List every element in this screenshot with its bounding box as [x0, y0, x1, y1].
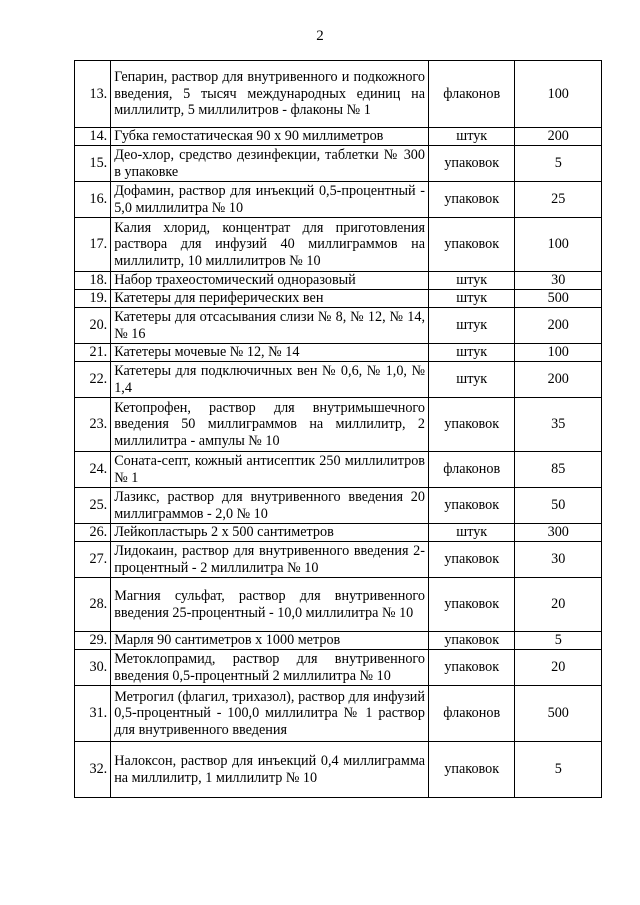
table-row [75, 686, 602, 742]
items-table [74, 60, 602, 798]
table-row [75, 146, 602, 182]
item-name: Катетеры мочевые № 12, № 14 [111, 344, 429, 362]
item-quantity: 500 [515, 290, 602, 308]
row-number: 16. [75, 182, 111, 218]
row-number: 13. [75, 61, 111, 128]
row-number: 31. [75, 686, 111, 742]
item-name: Део-хлор, средство дезинфекции, таблетки № 300 в упаковке [111, 146, 429, 182]
item-name: Марля 90 сантиметров х 1000 метров [111, 632, 429, 650]
item-quantity: 30 [515, 272, 602, 290]
row-number: 19. [75, 290, 111, 308]
item-quantity: 20 [515, 578, 602, 632]
table-row [75, 452, 602, 488]
item-quantity: 200 [515, 308, 602, 344]
item-quantity: 5 [515, 632, 602, 650]
table-row [75, 272, 602, 290]
item-unit: упаковок [429, 542, 515, 578]
item-quantity: 100 [515, 218, 602, 272]
item-unit: штук [429, 290, 515, 308]
table-row [75, 578, 602, 632]
item-name: Лазикс, раствор для внутривенного введения 20 миллиграммов - 2,0 № 10 [111, 488, 429, 524]
item-name: Метоклопрамид, раствор для внутривенного введения 0,5-процентный 2 миллилитра № 10 [111, 650, 429, 686]
row-number: 29. [75, 632, 111, 650]
item-quantity: 100 [515, 344, 602, 362]
item-unit: штук [429, 128, 515, 146]
item-quantity: 50 [515, 488, 602, 524]
item-unit: флаконов [429, 61, 515, 128]
item-name: Соната-септ, кожный антисептик 250 миллилитров № 1 [111, 452, 429, 488]
item-name: Лейкопластырь 2 х 500 сантиметров [111, 524, 429, 542]
table-row [75, 218, 602, 272]
table-row [75, 650, 602, 686]
item-name: Гепарин, раствор для внутривенного и подкожного введения, 5 тысяч международных единиц на миллилитр, 5 миллилитров - флаконы № 1 [111, 61, 429, 128]
table-row [75, 742, 602, 798]
item-name: Набор трахеостомический одноразовый [111, 272, 429, 290]
item-quantity: 200 [515, 362, 602, 398]
item-unit: штук [429, 524, 515, 542]
item-quantity: 100 [515, 61, 602, 128]
item-unit: флаконов [429, 686, 515, 742]
row-number: 18. [75, 272, 111, 290]
item-unit: штук [429, 362, 515, 398]
page-number: 2 [316, 28, 324, 44]
item-unit: упаковок [429, 632, 515, 650]
table-row [75, 128, 602, 146]
item-unit: штук [429, 272, 515, 290]
table-row [75, 362, 602, 398]
item-name: Магния сульфат, раствор для внутривенного введения 25-процентный - 10,0 миллилитра № 10 [111, 578, 429, 632]
row-number: 20. [75, 308, 111, 344]
item-unit: флаконов [429, 452, 515, 488]
item-name: Катетеры для отсасывания слизи № 8, № 12, № 14, № 16 [111, 308, 429, 344]
table-row [75, 344, 602, 362]
item-name: Губка гемостатическая 90 х 90 миллиметров [111, 128, 429, 146]
item-quantity: 300 [515, 524, 602, 542]
item-quantity: 5 [515, 742, 602, 798]
item-unit: упаковок [429, 488, 515, 524]
row-number: 28. [75, 578, 111, 632]
row-number: 15. [75, 146, 111, 182]
item-name: Катетеры для периферических вен [111, 290, 429, 308]
item-unit: упаковок [429, 398, 515, 452]
row-number: 22. [75, 362, 111, 398]
table-row [75, 182, 602, 218]
item-quantity: 85 [515, 452, 602, 488]
row-number: 25. [75, 488, 111, 524]
item-unit: упаковок [429, 146, 515, 182]
item-quantity: 35 [515, 398, 602, 452]
item-unit: упаковок [429, 182, 515, 218]
item-unit: упаковок [429, 578, 515, 632]
row-number: 24. [75, 452, 111, 488]
row-number: 32. [75, 742, 111, 798]
item-unit: упаковок [429, 218, 515, 272]
item-name: Лидокаин, раствор для внутривенного введения 2-процентный - 2 миллилитра № 10 [111, 542, 429, 578]
item-quantity: 5 [515, 146, 602, 182]
table-row [75, 61, 602, 128]
item-quantity: 500 [515, 686, 602, 742]
item-name: Кетопрофен, раствор для внутримышечного введения 50 миллиграммов на миллилитр, 2 миллилитра - ампулы № 10 [111, 398, 429, 452]
item-unit: штук [429, 344, 515, 362]
table-row [75, 524, 602, 542]
item-name: Дофамин, раствор для инъекций 0,5-процентный - 5,0 миллилитра № 10 [111, 182, 429, 218]
item-quantity: 20 [515, 650, 602, 686]
item-unit: упаковок [429, 650, 515, 686]
table-row [75, 542, 602, 578]
row-number: 21. [75, 344, 111, 362]
row-number: 17. [75, 218, 111, 272]
item-quantity: 25 [515, 182, 602, 218]
table-row [75, 488, 602, 524]
item-quantity: 30 [515, 542, 602, 578]
item-name: Налоксон, раствор для инъекций 0,4 миллиграмма на миллилитр, 1 миллилитр № 10 [111, 742, 429, 798]
row-number: 30. [75, 650, 111, 686]
item-quantity: 200 [515, 128, 602, 146]
table-row [75, 290, 602, 308]
item-name: Катетеры для подключичных вен № 0,6, № 1,0, № 1,4 [111, 362, 429, 398]
table-row [75, 308, 602, 344]
row-number: 23. [75, 398, 111, 452]
item-name: Метрогил (флагил, трихазол), раствор для инфузий 0,5-процентный - 100,0 миллилитра № 1 раствор для внутривенного введения [111, 686, 429, 742]
table-row [75, 632, 602, 650]
item-name: Калия хлорид, концентрат для приготовления раствора для инфузий 40 миллиграммов на миллилитр, 10 миллилитров № 10 [111, 218, 429, 272]
row-number: 26. [75, 524, 111, 542]
row-number: 14. [75, 128, 111, 146]
item-unit: упаковок [429, 742, 515, 798]
item-unit: штук [429, 308, 515, 344]
row-number: 27. [75, 542, 111, 578]
table-row [75, 398, 602, 452]
